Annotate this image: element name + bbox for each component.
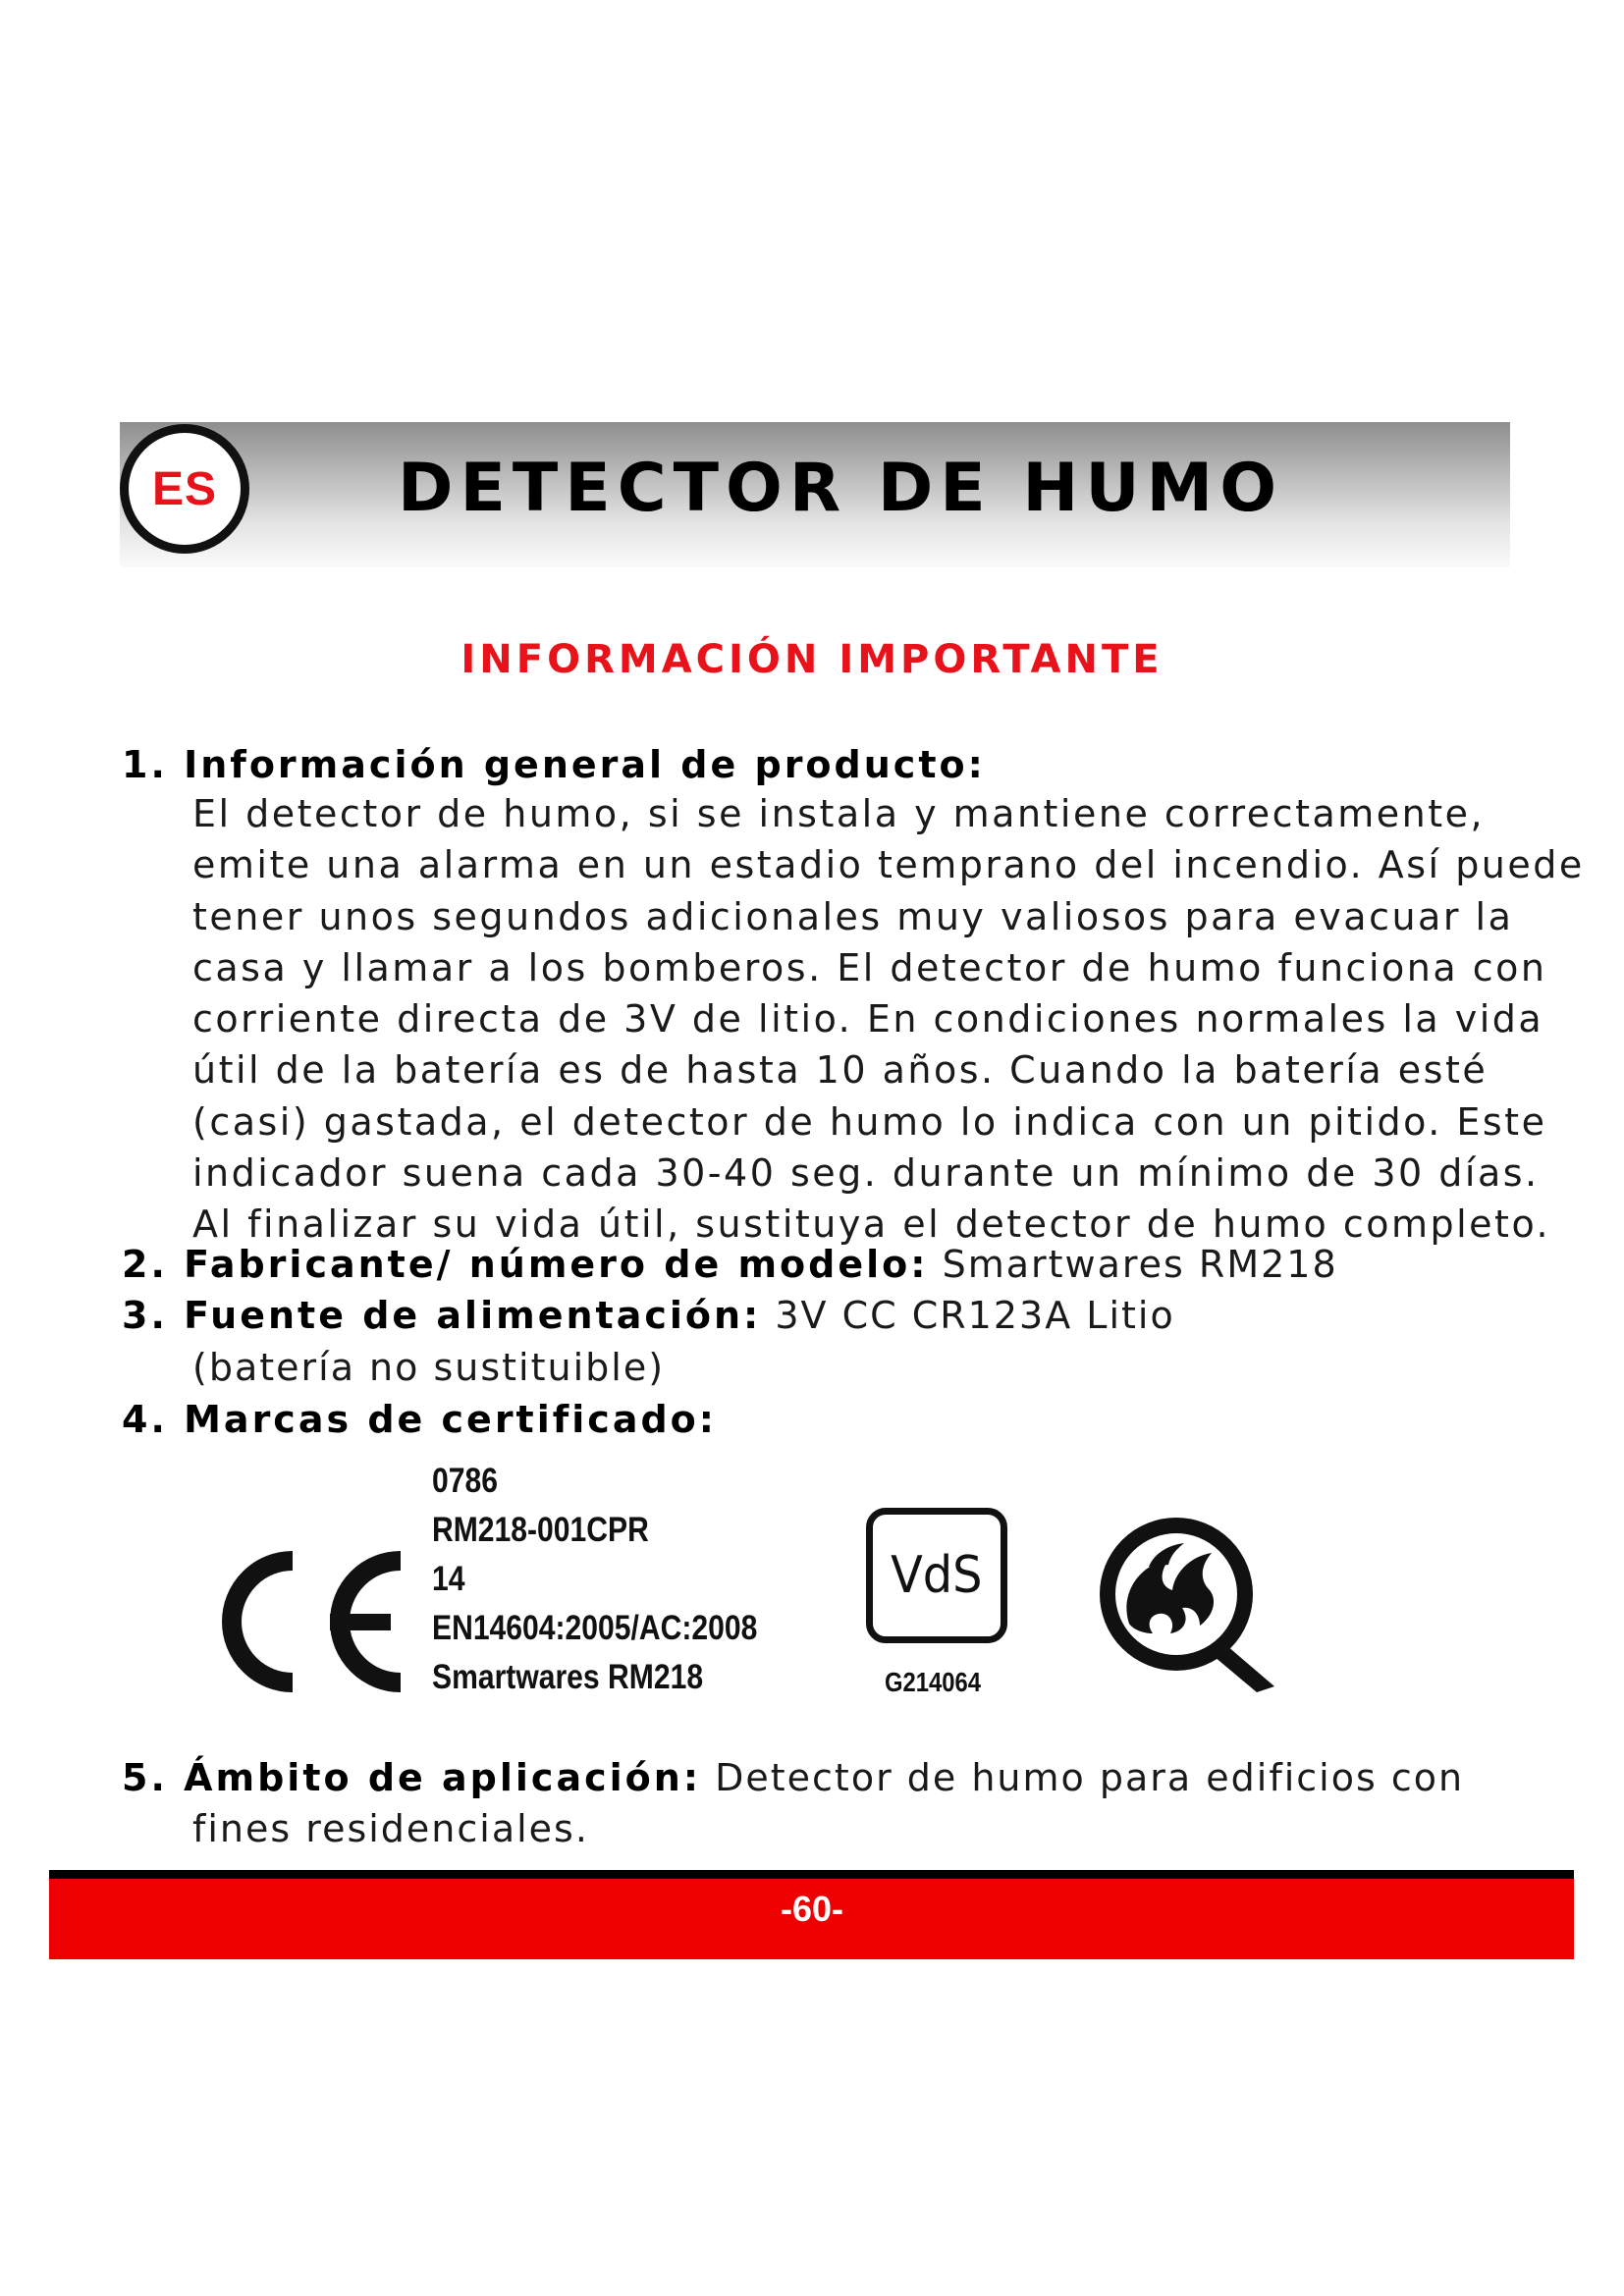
section-2 (122, 1243, 1338, 1286)
section-1-heading: 1. Información general de producto: (122, 743, 986, 786)
section-5-heading: 5. Ámbito de aplicación: (122, 1756, 702, 1799)
language-badge (120, 424, 249, 554)
body-line: Al finalizar su vida útil, sustituya el detector de humo completo. (192, 1202, 1551, 1247)
cert-line: Smartwares RM218 (432, 1658, 704, 1696)
section-subtitle: INFORMACIÓN IMPORTANTE (460, 637, 1164, 682)
vds-code: G214064 (885, 1667, 981, 1697)
body-line: útil de la batería es de hasta 10 años. Cuando la batería esté (192, 1048, 1489, 1093)
cert-line: 0786 (432, 1462, 498, 1500)
body-line: casa y llamar a los bomberos. El detector de humo funciona con (192, 945, 1547, 989)
body-line: El detector de humo, si se instala y mantiene correctamente, (192, 792, 1486, 835)
cert-line: RM218-001CPR (432, 1511, 649, 1549)
language-code: ES (151, 462, 218, 515)
section-4-heading: 4. Marcas de certificado: (122, 1398, 717, 1441)
section-3-heading: 3. Fuente de alimentación: (122, 1294, 762, 1337)
section-1-body (192, 788, 1585, 1251)
page-number: -60- (780, 1889, 844, 1929)
vds-mark-icon (866, 1508, 1007, 1643)
body-line: emite una alarma en un estadio temprano del incendio. Así puede (192, 843, 1585, 887)
cert-line: EN14604:2005/AC:2008 (432, 1609, 758, 1647)
page-title: DETECTOR DE HUMO (398, 450, 1284, 527)
power-note: (batería no sustituible) (192, 1346, 666, 1389)
ce-certification-text (432, 1457, 757, 1702)
section-2-heading: 2. Fabricante/ número de modelo: (122, 1243, 929, 1286)
power-source: 3V CC CR123A Litio (775, 1294, 1175, 1337)
body-line: indicador suena cada 30-40 seg. durante un mínimo de 30 días. (192, 1151, 1540, 1196)
body-line: corriente directa de 3V de litio. En condiciones normales la vida (192, 997, 1544, 1041)
model-number: Smartwares RM218 (942, 1243, 1338, 1286)
section-5 (122, 1756, 1465, 1799)
application-scope-cont: fines residenciales. (192, 1807, 589, 1850)
section-3 (122, 1294, 1175, 1337)
body-line: (casi) gastada, el detector de humo lo indica con un pitido. Este (192, 1099, 1547, 1144)
ce-mark-icon (204, 1543, 420, 1700)
application-scope: Detector de humo para edificios con (715, 1756, 1465, 1799)
vds-label: VdS (891, 1546, 983, 1605)
cert-line: 14 (432, 1560, 465, 1598)
q-mark-icon (1090, 1506, 1286, 1692)
body-line: tener unos segundos adicionales muy valiosos para evacuar la (192, 894, 1514, 938)
